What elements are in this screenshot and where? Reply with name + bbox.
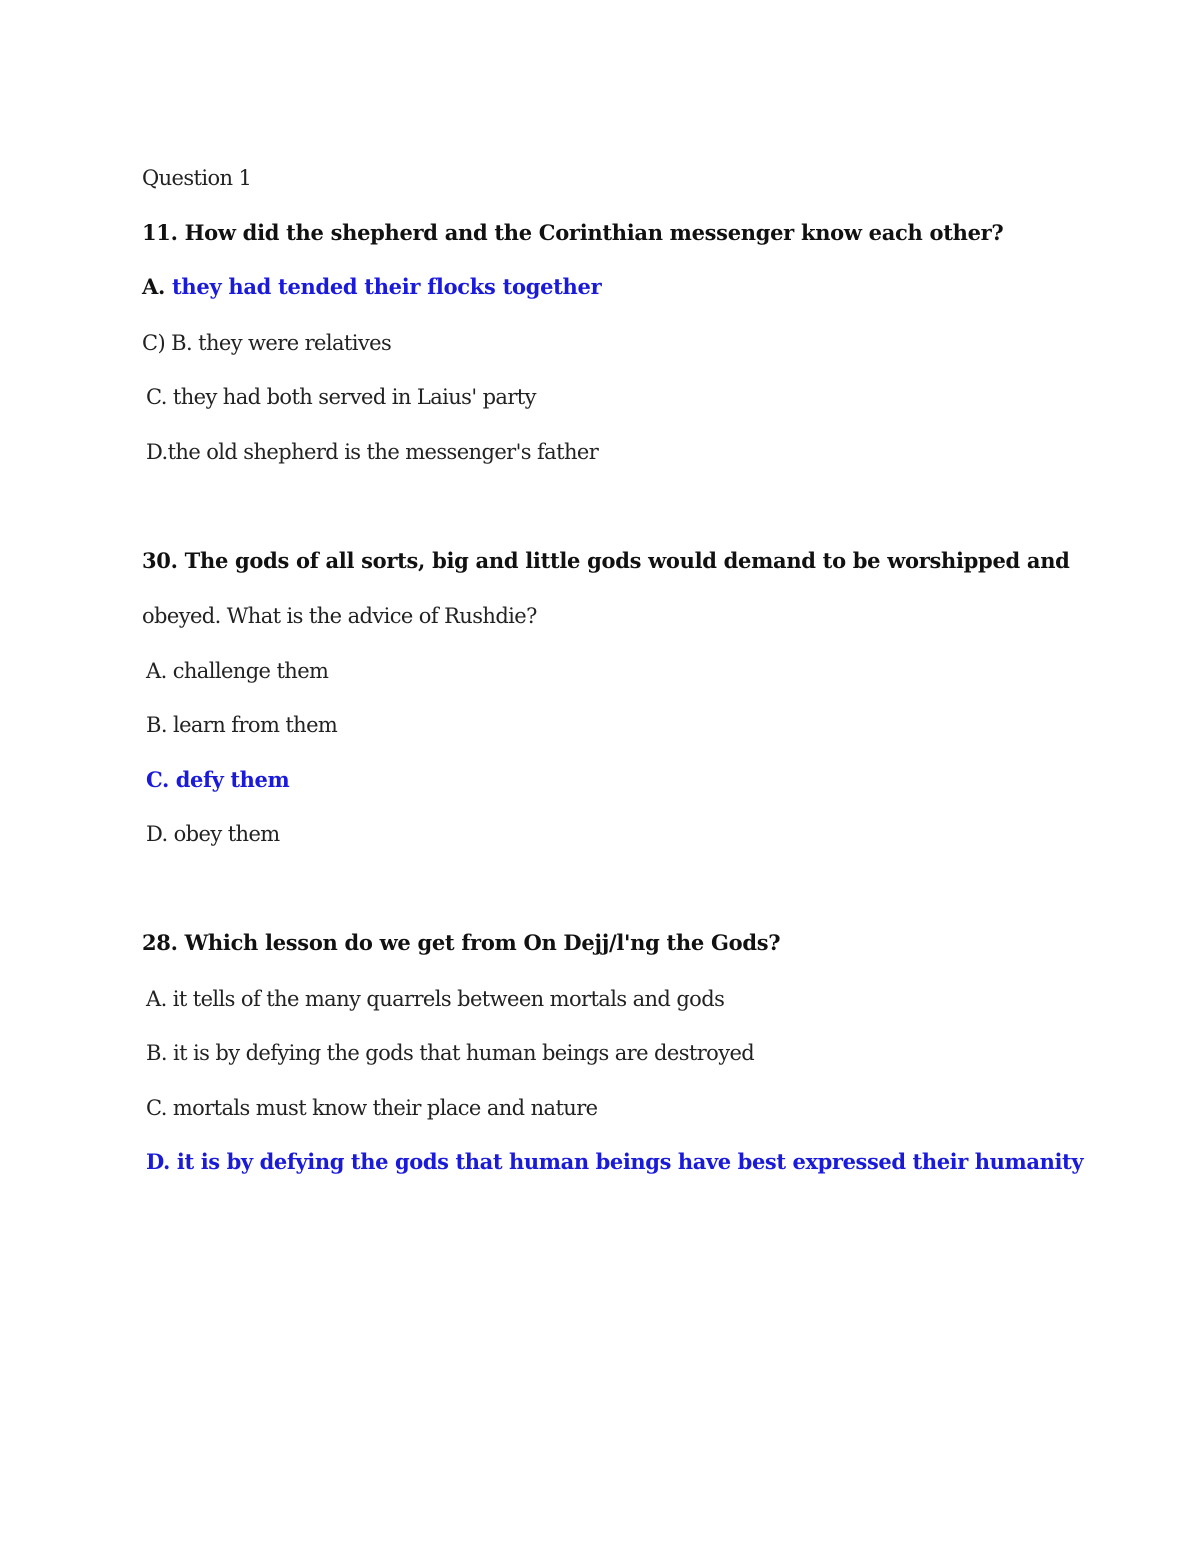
question-30-option-c: C. defy them bbox=[146, 767, 290, 792]
question-11-prompt: 11. How did the shepherd and the Corinthian messenger know each other? bbox=[142, 220, 1004, 245]
question-28-option-b: B. it is by defying the gods that human beings are destroyed bbox=[146, 1041, 755, 1065]
question-30-option-a: A. challenge them bbox=[146, 659, 329, 683]
correct-answer-text: it is by defying the gods that human beings have best expressed their humanity bbox=[176, 1149, 1084, 1174]
correct-answer-text: they had tended their flocks together bbox=[172, 274, 602, 299]
question-11-option-b: C) B. they were relatives bbox=[142, 331, 392, 355]
option-d-prefix: D. bbox=[146, 1149, 170, 1174]
question-28-option-c: C. mortals must know their place and nature bbox=[146, 1096, 598, 1120]
question-11-option-d: D.the old shepherd is the messenger's father bbox=[146, 440, 599, 464]
question-30-prompt-line-1: 30. The gods of all sorts, big and little gods would demand to be worshipped and bbox=[142, 548, 1070, 573]
question-28-option-a: A. it tells of the many quarrels between mortals and gods bbox=[146, 987, 725, 1011]
question-30-option-d: D. obey them bbox=[146, 822, 280, 846]
option-a-prefix: A. bbox=[142, 274, 166, 299]
question-30-prompt-line-2: obeyed. What is the advice of Rushdie? bbox=[142, 604, 537, 628]
question-30-option-b: B. learn from them bbox=[146, 713, 338, 737]
question-11-option-a bbox=[142, 273, 601, 301]
question-28-prompt: 28. Which lesson do we get from On Dejj/l'ng the Gods? bbox=[142, 930, 781, 955]
question-11-option-c: C. they had both served in Laius' party bbox=[146, 385, 536, 409]
question-28-option-d bbox=[146, 1148, 1083, 1176]
section-heading: Question 1 bbox=[142, 166, 252, 190]
